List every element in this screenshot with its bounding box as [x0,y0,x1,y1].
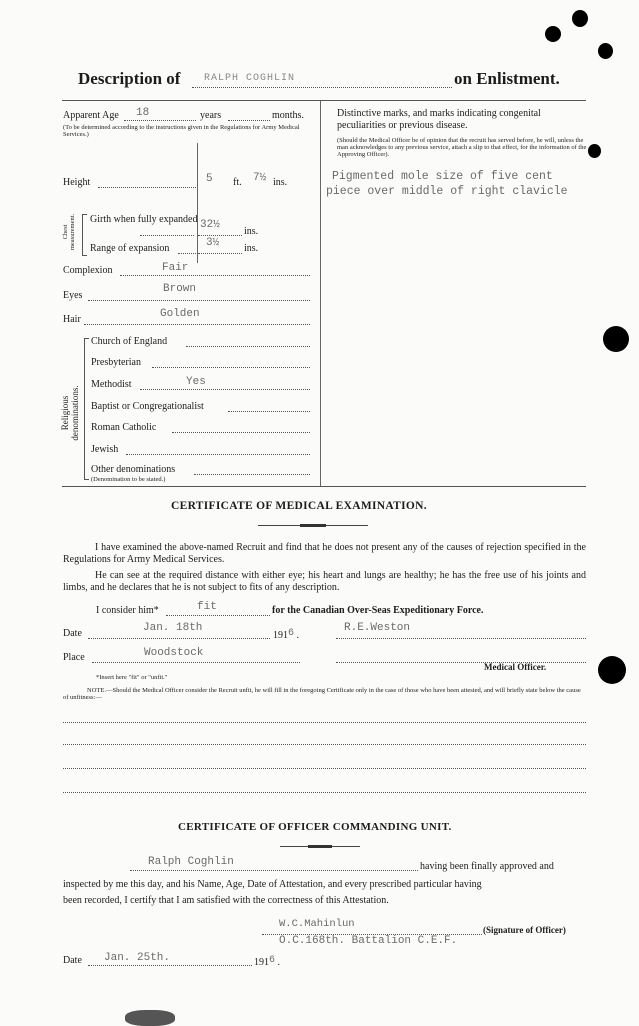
consider-suffix [272,605,483,616]
punch-hole [588,144,601,158]
recruit-name-header: RALPH COGHLIN [204,73,296,84]
punch-hole [545,26,561,42]
medical-officer-title: Medical Officer. [484,662,547,672]
complexion-value: Fair [162,262,189,274]
religion-jewish: Jewish [91,444,119,455]
approval-line-3: been recorded, I certify that I am satisfied with the correctness of this Attestation. [63,895,389,906]
months-label: months. [272,110,304,121]
hair-value: Golden [160,308,200,320]
height-label: Height [63,177,91,188]
place-value: Woodstock [144,647,204,659]
chest-label: Chest measurement. [62,213,76,251]
medical-year-prefix: 191 [273,630,288,641]
religion-presbyterian: Presbyterian [91,357,141,368]
marks-heading: Distinctive marks, and marks indicating congenital peculiarities or previous disease. [337,108,541,131]
ins-label: ins. [273,177,288,188]
medical-year: 1916 . [273,628,300,641]
medical-date-label: Date [63,628,82,639]
religion-church-of-england: Church of England [91,336,168,347]
consider-suffix-text: for the Canadian Over-Seas Expeditionary Force. [272,605,484,616]
religion-baptist: Baptist or Congregationalist [91,401,204,412]
medical-year-digit: 6 [288,628,295,639]
medical-officer-name: R.E.Weston [344,622,411,634]
range-label: Range of expansion [90,243,170,254]
complexion-label: Complexion [63,265,113,276]
eyes-value: Brown [163,283,197,295]
age-note: (To be determined according to the instructions given in the Regulations for Army Medical Services.) [63,124,300,138]
religion-other: Other denominations [91,464,176,475]
commanding-year-digit: 6 [269,955,276,966]
girth-label: Girth when fully expanded [90,214,198,225]
consider-value: fit [197,601,217,613]
height-ft-value: 5 [206,173,213,185]
signature-label: (Signature of Officer) [483,925,566,935]
other-denomination-note: (Denomination to be stated.) [91,476,166,483]
medical-heading: CERTIFICATE OF MEDICAL EXAMINATION. [171,500,427,512]
punch-hole [603,326,629,352]
approval-line-1: having been finally approved and [420,861,554,872]
insert-note: *Insert here "fit" or "unfit." [96,674,168,681]
height-in-value: 7½ [253,172,267,184]
religion-methodist: Methodist [91,379,132,390]
punch-hole [572,10,588,27]
title-prefix: Description of [78,69,181,88]
girth-ins-label: ins. [244,226,259,237]
years-label: years [200,110,222,121]
age-label: Apparent Age [63,110,119,121]
commanding-date-value: Jan. 25th. [104,952,171,964]
ft-label: ft. [233,177,242,188]
unfit-note: NOTE.—Should the Medical Officer consider the Recruit unfit, he will fill in the foregoing Certificate only in the case of those who have been attested, and will briefly state below the cause of unfitness:— [63,687,581,701]
marks-line-1: Pigmented mole size of five cent [332,170,553,183]
medical-date-value: Jan. 18th [143,622,203,634]
eyes-label: Eyes [63,290,83,301]
religion-roman-catholic: Roman Catholic [91,422,157,433]
divider-center [308,845,332,848]
commanding-date-label: Date [63,955,82,966]
unit-designation: O.C.168th. Battalion C.E.F. [279,935,458,947]
religion-methodist-value: Yes [186,376,206,388]
smudge [125,1010,175,1026]
punch-hole [598,656,626,684]
medical-para-2: He can see at the required distance with either eye; his heart and lungs are healthy; he has the free use of his joints and limbs, and he declares that he is not subject to fits of any description. [63,570,586,593]
range-ins-label: ins. [244,243,259,254]
age-value: 18 [136,107,150,119]
title-suffix: on Enlistment. [454,69,560,88]
hair-label: Hair [63,314,81,325]
commanding-year: 1916 . [254,955,281,968]
punch-hole [598,43,613,59]
marks-line-2: piece over middle of right clavicle [326,185,568,198]
consider-prefix: I consider him* [96,605,159,616]
recruit-name: Ralph Coghlin [148,856,234,868]
divider-center [300,524,326,527]
place-label: Place [63,652,85,663]
religion-label: Religious denominations. [60,385,80,441]
girth-value: 32½ [200,219,220,231]
marks-note: (Should the Medical Officer be of opinion that the recruit has served before, he will, unless the man acknowledges to any previous service, attach a slip to that effect, for the information of the Approving Officer). [337,137,587,158]
medical-para-1: I have examined the above-named Recruit and find that he does not present any of the causes of rejection specified in the Regulations for Army Medical Services. [63,542,586,565]
range-value: 3½ [206,237,220,249]
approval-line-2: inspected by me this day, and his Name, Age, Date of Attestation, and every prescribed particular having [63,879,482,890]
commanding-year-prefix: 191 [254,957,269,968]
commanding-heading: CERTIFICATE OF OFFICER COMMANDING UNIT. [178,821,452,833]
officer-signature: W.C.Mahinlun [279,918,355,930]
